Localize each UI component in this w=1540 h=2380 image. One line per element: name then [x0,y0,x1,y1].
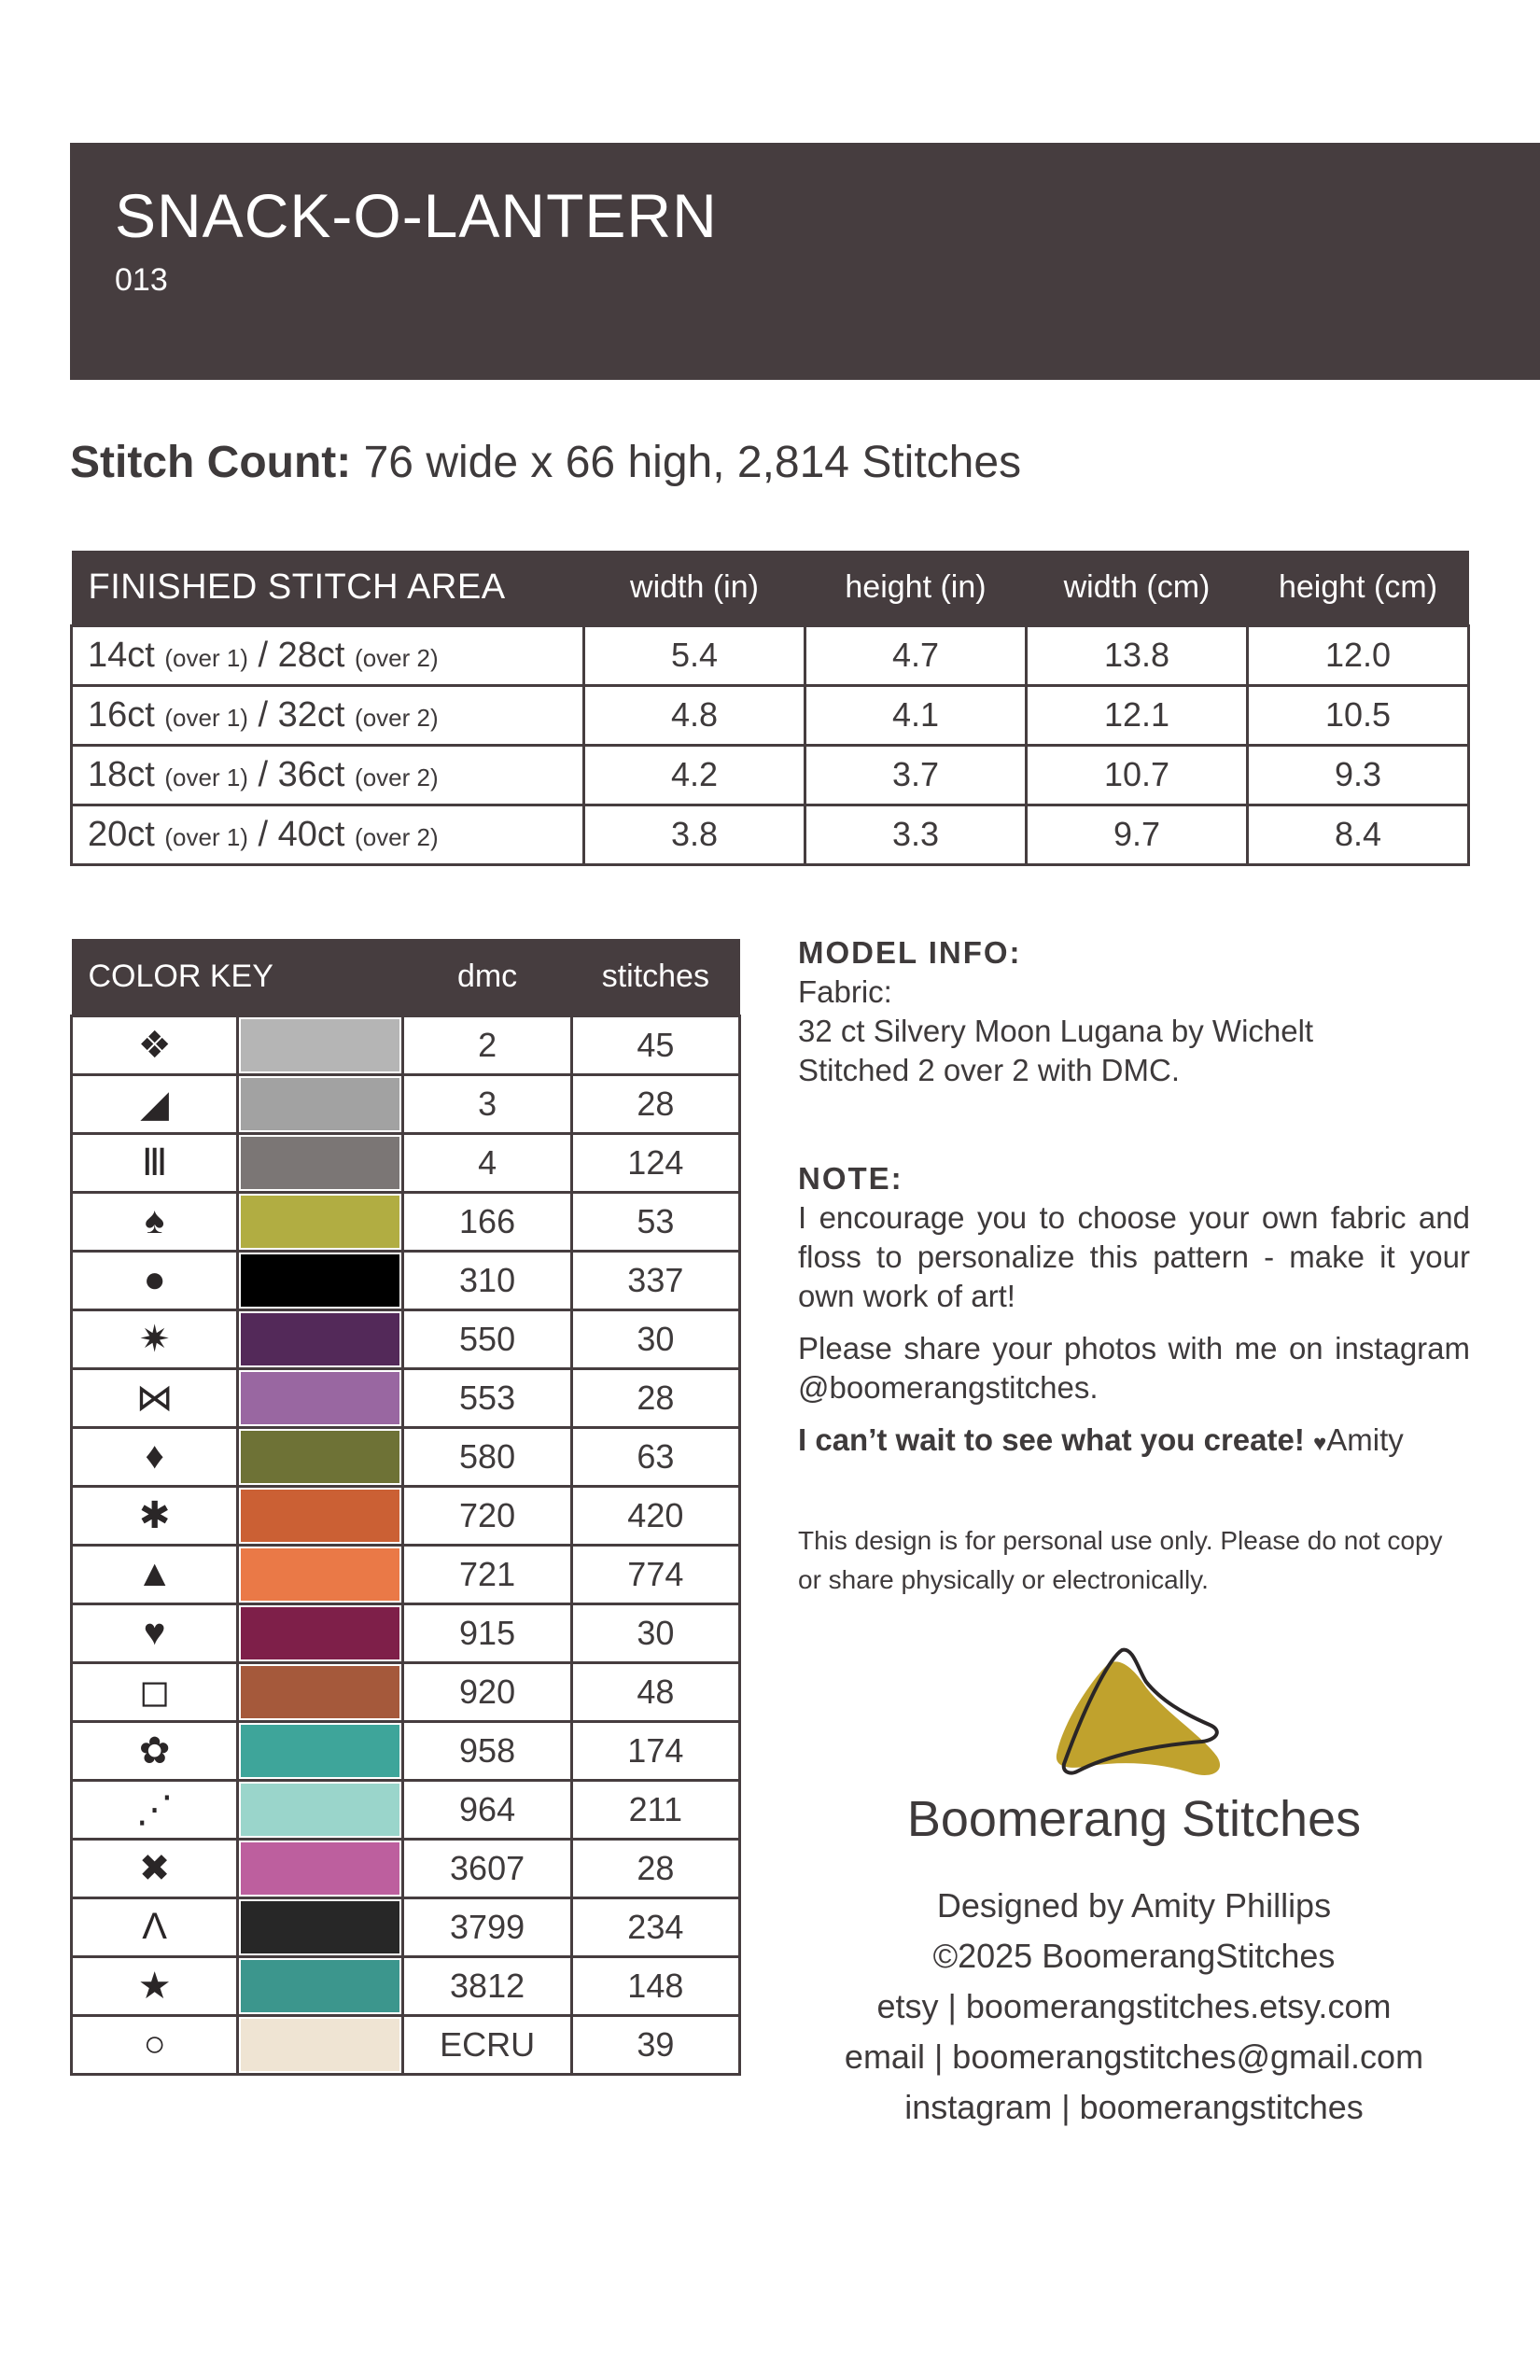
color-swatch-cell [238,1721,403,1780]
table-row [72,625,1469,685]
color-swatch [241,1254,399,1307]
fabric-count-over1: (over 1) [164,822,248,851]
color-swatch-cell [238,1133,403,1192]
dmc-number: 550 [403,1309,571,1368]
table-row [72,1427,740,1486]
stitch-total: 174 [571,1721,739,1780]
table-row [72,1309,740,1368]
dmc-number: 915 [403,1603,571,1662]
table-row [72,685,1469,745]
copyright: ©2025 BoomerangStitches [932,1937,1336,1975]
color-swatch-cell [238,1603,403,1662]
color-swatch-cell [238,1251,403,1309]
area-header-height-cm: height (cm) [1248,551,1469,625]
pattern-number: 013 [115,262,168,298]
stitch-total: 148 [571,1956,739,2015]
contact-info [798,1881,1470,2133]
fabric-count-cell [72,745,584,805]
color-swatch [241,1784,399,1836]
stitch-total: 53 [571,1192,739,1251]
fabric-count-ct1: 20ct [88,814,155,854]
color-swatch [241,1960,399,2012]
color-key-table [70,939,741,2076]
table-row [72,1545,740,1603]
color-swatch-cell [238,1545,403,1603]
color-swatch [241,1019,399,1071]
starburst-icon: ✷ [72,1309,238,1368]
dmc-number: 958 [403,1721,571,1780]
stitches-header: stitches [571,939,739,1015]
dimension-cell: 9.3 [1248,745,1469,805]
dimension-cell: 9.7 [1027,805,1248,864]
color-swatch [241,1607,399,1659]
fabric-count-cell [72,625,584,685]
color-swatch-cell [238,1839,403,1897]
dimension-cell: 3.8 [584,805,805,864]
area-header-width-in: width (in) [584,551,805,625]
stitch-total: 39 [571,2015,739,2074]
stitch-total: 420 [571,1486,739,1545]
designer-credit: Designed by Amity Phillips [936,1886,1332,1925]
dimension-cell: 10.5 [1248,685,1469,745]
fabric-count-over1: (over 1) [164,763,248,791]
color-swatch-cell [238,1897,403,1956]
fabric-count-sep: / [258,814,269,854]
fabric-count-ct2: 28ct [277,635,345,675]
table-row [72,1133,740,1192]
fabric-count-over1: (over 1) [164,703,248,732]
dmc-number: 4 [403,1133,571,1192]
color-swatch [241,1372,399,1424]
model-info-line: 32 ct Silvery Moon Lugana by Wichelt [798,1014,1314,1048]
fabric-count-ct1: 18ct [88,754,155,794]
fabric-count-ct2: 40ct [277,814,345,854]
fabric-count-cell [72,685,584,745]
title-banner [70,143,1540,380]
diamond-icon: ♦ [72,1427,238,1486]
area-header-width-cm: width (cm) [1027,551,1248,625]
fabric-count-ct2: 36ct [277,754,345,794]
dmc-number: 3799 [403,1897,571,1956]
fabric-count-ct1: 14ct [88,635,155,675]
fabric-count-over2: (over 2) [355,703,439,732]
stitch-total: 337 [571,1251,739,1309]
table-row [72,1780,740,1839]
fabric-count-cell [72,805,584,864]
dimension-cell: 3.7 [805,745,1027,805]
legal-notice: This design is for personal use only. Please do not copy or share physically or electronically. [798,1526,1443,1594]
color-swatch [241,1548,399,1601]
dmc-number: 3812 [403,1956,571,2015]
color-swatch-cell [238,1956,403,2015]
fabric-count-sep: / [258,635,269,675]
fabric-count-sep: / [258,754,269,794]
stitch-total: 45 [571,1015,739,1074]
table-row [72,1368,740,1427]
fabric-count-ct1: 16ct [88,694,155,735]
table-row [72,805,1469,864]
table-row [72,1839,740,1897]
circle-filled-icon: ● [72,1251,238,1309]
dmc-number: 553 [403,1368,571,1427]
color-swatch [241,2019,399,2071]
circle-outline-icon: ○ [72,2015,238,2074]
stitch-total: 63 [571,1427,739,1486]
dimension-cell: 4.2 [584,745,805,805]
color-swatch [241,1901,399,1953]
note-heading: NOTE: [798,1161,903,1196]
stitch-total: 234 [571,1897,739,1956]
dmc-number: ECRU [403,2015,571,2074]
dmc-number: 964 [403,1780,571,1839]
model-info-line: Fabric: [798,974,892,1009]
color-swatch-cell [238,1192,403,1251]
boomerang-logo-icon [1053,1645,1226,1785]
table-row [72,1192,740,1251]
color-swatch-cell [238,1074,403,1133]
table-row [72,1015,740,1074]
color-swatch [241,1490,399,1542]
etsy-link[interactable]: etsy | boomerangstitches.etsy.com [876,1987,1392,2025]
asterisk-icon: ✱ [72,1486,238,1545]
color-swatch-cell [238,1780,403,1839]
model-info [798,933,1470,1090]
flower-icon: ✿ [72,1721,238,1780]
color-swatch-cell [238,1662,403,1721]
dimension-cell: 4.7 [805,625,1027,685]
triangle-icon: ▲ [72,1545,238,1603]
note-section [798,1159,1470,1463]
area-header-label: FINISHED STITCH AREA [72,551,584,625]
dimension-cell: 4.1 [805,685,1027,745]
instagram-link[interactable]: instagram | boomerangstitches [904,2088,1364,2126]
stitch-count-value: 76 wide x 66 high, 2,814 Stitches [363,438,1022,487]
note-paragraph: I encourage you to choose your own fabric and floss to personalize this pattern - make it your own work of art! [798,1200,1470,1313]
mushroom-icon: ♠ [72,1192,238,1251]
table-row [72,745,1469,805]
dmc-number: 720 [403,1486,571,1545]
stitch-total: 211 [571,1780,739,1839]
fabric-count-over1: (over 1) [164,643,248,672]
model-info-line: Stitched 2 over 2 with DMC. [798,1053,1180,1087]
color-swatch-cell [238,1015,403,1074]
color-swatch [241,1431,399,1483]
x-mark-icon: ✖ [72,1839,238,1897]
color-swatch [241,1313,399,1365]
stitch-total: 30 [571,1603,739,1662]
stitch-total: 28 [571,1074,739,1133]
lambda-icon: Λ [72,1897,238,1956]
note-closing [798,1421,1470,1463]
square-outline-icon: ◻ [72,1662,238,1721]
stitch-total: 28 [571,1368,739,1427]
dmc-number: 3607 [403,1839,571,1897]
table-row [72,1721,740,1780]
fabric-count-over2: (over 2) [355,763,439,791]
table-row [72,1662,740,1721]
dimension-cell: 13.8 [1027,625,1248,685]
dmc-number: 3 [403,1074,571,1133]
stitch-total: 774 [571,1545,739,1603]
color-swatch [241,1666,399,1718]
fabric-count-ct2: 32ct [277,694,345,735]
brand-name: Boomerang Stitches [906,1791,1362,1847]
dmc-number: 920 [403,1662,571,1721]
note-closing-bold: I can’t wait to see what you create! [798,1422,1305,1457]
dimension-cell: 4.8 [584,685,805,745]
fabric-count-sep: / [258,694,269,735]
bowtie-icon: ⋈ [72,1368,238,1427]
dmc-number: 166 [403,1192,571,1251]
note-closing-name: Amity [1326,1422,1404,1457]
table-row [72,2015,740,2074]
email-link[interactable]: email | boomerangstitches@gmail.com [844,2037,1424,2076]
color-swatch [241,1842,399,1895]
dimension-cell: 12.0 [1248,625,1469,685]
stitch-count-label: Stitch Count: [70,438,352,487]
table-header-row [72,939,740,1015]
dmc-number: 310 [403,1251,571,1309]
table-row [72,1074,740,1133]
dimension-cell: 3.3 [805,805,1027,864]
dmc-number: 580 [403,1427,571,1486]
color-swatch [241,1078,399,1130]
color-swatch-cell [238,1309,403,1368]
stitch-total: 30 [571,1309,739,1368]
color-swatch-cell [238,2015,403,2074]
table-header-row [72,551,1469,625]
model-info-heading: MODEL INFO: [798,935,1022,970]
dots-diagonal-icon: ⋰ [72,1780,238,1839]
dimension-cell: 8.4 [1248,805,1469,864]
color-swatch [241,1196,399,1248]
area-header-height-in: height (in) [805,551,1027,625]
table-row [72,1897,740,1956]
stitch-total: 48 [571,1662,739,1721]
stitch-total: 124 [571,1133,739,1192]
dimension-cell: 10.7 [1027,745,1248,805]
color-swatch [241,1137,399,1189]
dmc-header: dmc [403,939,571,1015]
table-row [72,1251,740,1309]
table-row [72,1486,740,1545]
note-paragraph: Please share your photos with me on instagram @boomerangstitches. [798,1331,1470,1405]
star-icon: ★ [72,1956,238,2015]
heart-icon: ♥ [72,1603,238,1662]
pattern-title: SNACK-O-LANTERN [115,181,718,250]
dmc-number: 2 [403,1015,571,1074]
quarter-arc-icon: ◢ [72,1074,238,1133]
heart-icon: ♥ [1313,1431,1327,1456]
stitch-count [70,437,1021,488]
fabric-count-over2: (over 2) [355,643,439,672]
table-row [72,1956,740,2015]
dmc-number: 721 [403,1545,571,1603]
color-swatch [241,1725,399,1777]
color-swatch-cell [238,1486,403,1545]
color-key-header: COLOR KEY [72,939,403,1015]
dimension-cell: 12.1 [1027,685,1248,745]
diamond-cluster-icon: ❖ [72,1015,238,1074]
dimension-cell: 5.4 [584,625,805,685]
stitch-total: 28 [571,1839,739,1897]
three-bars-icon: Ⅲ [72,1133,238,1192]
table-row [72,1603,740,1662]
finished-stitch-area-table [70,551,1470,866]
color-swatch-cell [238,1427,403,1486]
color-swatch-cell [238,1368,403,1427]
fabric-count-over2: (over 2) [355,822,439,851]
